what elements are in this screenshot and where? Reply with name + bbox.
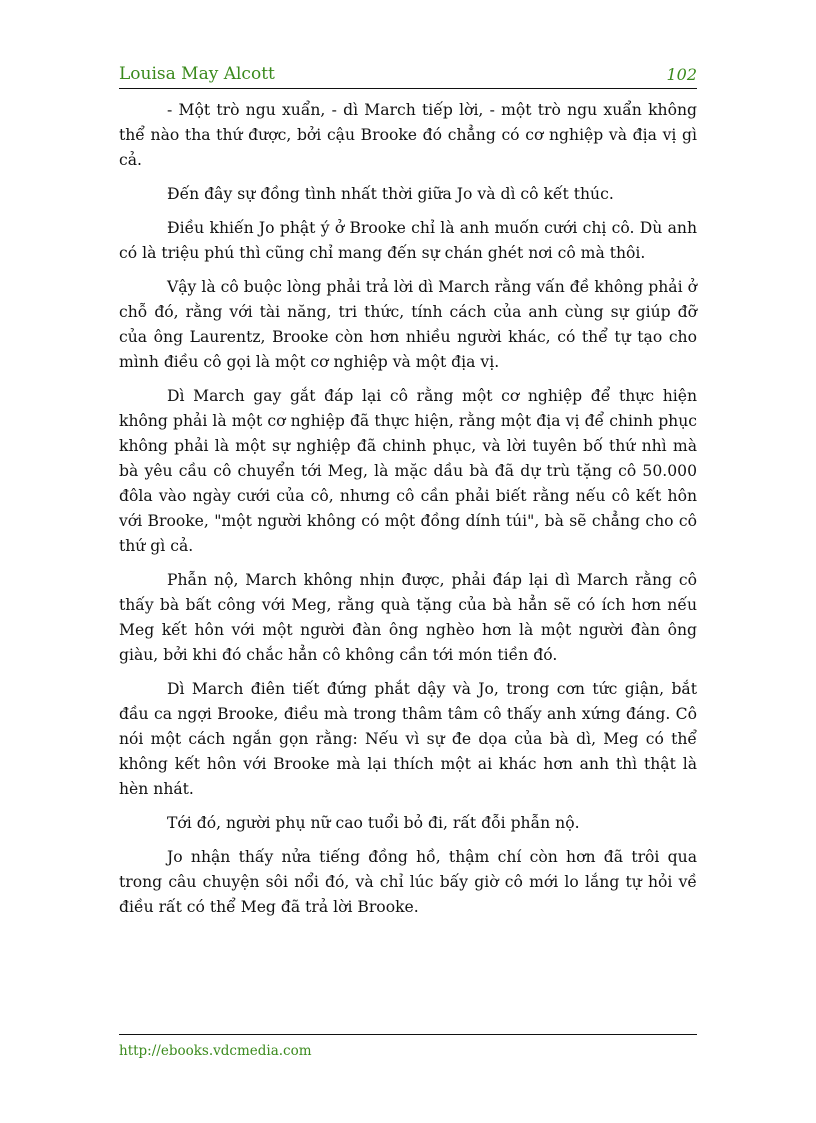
page-body	[119, 98, 697, 929]
paragraph: Dì March điên tiết đứng phắt dậy và Jo, trong cơn tức giận, bắt đầu ca ngợi Brooke, điều mà trong thâm tâm cô thấy anh xứng đáng. Cô nói một cách ngắn gọn rằng: Nếu vì sự đe dọa của bà dì, Meg có thể không kết hôn với Brooke mà lại thích một ai khác hơn anh thì thật là hèn nhát.	[119, 680, 697, 798]
page-number: 102	[666, 65, 697, 84]
book-author: Louisa May Alcott	[119, 64, 275, 84]
paragraph: Đến đây sự đồng tình nhất thời giữa Jo và dì cô kết thúc.	[167, 185, 614, 203]
page-footer	[119, 1034, 697, 1059]
footer-website-link[interactable]: http://ebooks.vdcmedia.com	[119, 1043, 312, 1059]
paragraph: Điều khiến Jo phật ý ở Brooke chỉ là anh muốn cưới chị cô. Dù anh có là triệu phú thì cũng chỉ mang đến sự chán ghét nơi cô mà thôi.	[119, 219, 697, 262]
paragraph: Dì March gay gắt đáp lại cô rằng một cơ nghiệp để thực hiện không phải là một cơ nghiệp đã thực hiện, rằng một địa vị để chinh phục không phải là một sự nghiệp đã chinh phục, và lời tuyên bố thứ nhì mà bà yêu cầu cô chuyển tới Meg, là mặc dầu bà đã dự trù tặng cô 50.000 đôla vào ngày cưới của cô, nhưng cô cần phải biết rằng nếu cô kết hôn với Brooke, "một người không có một đồng dính túi", bà sẽ chẳng cho cô thứ gì cả.	[119, 387, 697, 555]
paragraph: Phẫn nộ, March không nhịn được, phải đáp lại dì March rằng cô thấy bà bất công với Meg, rằng quà tặng của bà hẳn sẽ có ích hơn nếu Meg kết hôn với một người đàn ông nghèo hơn là một người đàn ông giàu, bởi khi đó chắc hẳn cô không cần tới món tiền đó.	[119, 571, 697, 664]
paragraph: Tới đó, người phụ nữ cao tuổi bỏ đi, rất đỗi phẫn nộ.	[167, 814, 580, 832]
paragraph: Jo nhận thấy nửa tiếng đồng hồ, thậm chí còn hơn đã trôi qua trong câu chuyện sôi nổi đó, và chỉ lúc bấy giờ cô mới lo lắng tự hỏi về điều rất có thể Meg đã trả lời Brooke.	[119, 848, 697, 916]
paragraph: Vậy là cô buộc lòng phải trả lời dì March rằng vấn đề không phải ở chỗ đó, rằng với tài năng, tri thức, tính cách của anh cùng sự giúp đỡ của ông Laurentz, Brooke còn hơn nhiều người khác, có thể tự tạo cho mình điều cô gọi là một cơ nghiệp và một địa vị.	[119, 278, 697, 371]
page-header	[119, 60, 697, 89]
paragraph: - Một trò ngu xuẩn, - dì March tiếp lời, - một trò ngu xuẩn không thể nào tha thứ được, bởi cậu Brooke đó chẳng có cơ nghiệp và địa vị gì cả.	[119, 101, 697, 169]
